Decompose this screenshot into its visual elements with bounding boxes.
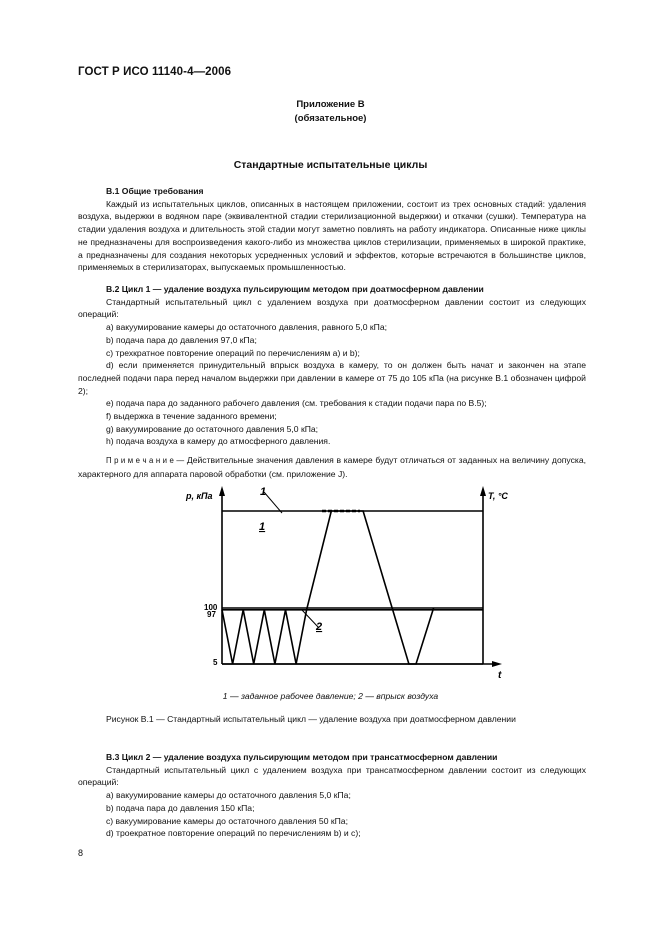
tick-97: 97 [207,610,216,619]
b2-intro: Стандартный испытательный цикл с удалением воздуха при доатмосферном давлении состоит из следующих операций: [78,296,586,320]
right-axis-label: T, °C [488,491,508,501]
callout-1-leader [264,492,282,513]
tick-5: 5 [213,658,218,667]
b2-note [78,454,586,480]
annex-heading [0,98,661,126]
b2-item: e) подача пара до заданного рабочего давления (см. требования к стадии подачи пара по В.5); [106,398,487,409]
tick-100: 100 [204,603,218,612]
b2-heading: В.2 Цикл 1 — удаление воздуха пульсирующим методом при доатмосферном давлении [106,284,484,294]
section-title: Стандартные испытательные циклы [233,159,428,171]
b3-item: c) вакуумирование камеры до остаточного давления 50 кПа; [106,815,348,826]
document-header: ГОСТ Р ИСО 11140-4—2006 [78,66,232,78]
pressure-curve [222,511,434,664]
left-axis-label: p, кПа [186,491,213,501]
b3-item: d) троекратное повторение операций по перечислениям b) и c); [106,828,361,839]
right-axis-arrow [480,486,486,496]
annex-title: Приложение В [296,99,365,110]
b1-paragraph: Каждый из испытательных циклов, описанных в настоящем приложении, состоит из трех основных стадий: удаления воздуха, выдержки в водяном паре (эквивалентной стадии стерилизационной выдержки) и откачки (сушки). Температура на стадии удаления воздуха и длительность этой стадии могут заметно повлиять на работу индикатора. Описанные ниже циклы не предназначены для воспроизведения какого-либо из множества циклов стерилизации, применяемых в широкой практике, а предназначены для создания некоторых усредненных условий и эффектов, которые встречаются в большинстве циклов, применяемых в стерилизаторах, выпускаемых промышленностью. [78,198,586,273]
time-axis-arrow [492,661,502,667]
b2-item: f) выдержка в течение заданного времени; [106,411,277,422]
callout-1-label: 1 [259,521,266,533]
section-b3 [78,751,586,840]
b2-item: d) если применяется принудительный впрыск воздуха в камеру, то он должен быть начат и закончен на этапе последней подачи пара перед началом выдержки при давлении в камере от 75 до 105 кПа (на рисунке В.1 обозначен цифрой 2); [78,360,586,396]
time-axis-label: t [498,670,502,681]
annex-status: (обязательное) [294,113,367,124]
callout-2-label: 2 [316,621,323,633]
left-axis-arrow [219,486,225,496]
note-label: П р и м е ч а н и е — [106,456,185,466]
b2-item: c) трехкратное повторение операций по перечислениям а) и b); [106,347,360,358]
b3-heading: В.3 Цикл 2 — удаление воздуха пульсирующим методом при трансатмосферном давлении [106,752,498,762]
figure-caption: Рисунок В.1 — Стандартный испытательный цикл — удаление воздуха при доатмосферном давлении [106,714,516,724]
b2-item: а) вакуумирование камеры до остаточного давления, равного 5,0 кПа; [106,322,387,333]
b2-item: b) подача пара до давления 97,0 кПа; [106,334,257,345]
callout-1-top: 1 [260,486,267,498]
section-b2 [78,283,586,481]
b3-item: а) вакуумирование камеры до остаточного давления 5,0 кПа; [106,790,351,801]
note-text: Действительные значения давления в камере будут отличаться от заданных на величину допуска, характерного для аппарата паровой обработки (см. приложение J). [78,455,586,479]
b2-item: h) подача воздуха в камеру до атмосферного давления. [106,436,331,447]
b2-item: g) вакуумирование до остаточного давления 5,0 кПа; [106,423,319,434]
b1-heading: В.1 Общие требования [106,186,204,196]
figure-b1-chart [180,482,520,682]
figure-legend: 1 — заданное рабочее давление; 2 — впрыск воздуха [222,691,439,701]
page-number: 8 [78,848,84,858]
b3-item: b) подача пара до давления 150 кПа; [106,802,255,813]
b3-intro: Стандартный испытательный цикл с удалением воздуха при трансатмосферном давлении состоит из следующих операций: [78,764,586,788]
section-b1 [78,185,586,274]
